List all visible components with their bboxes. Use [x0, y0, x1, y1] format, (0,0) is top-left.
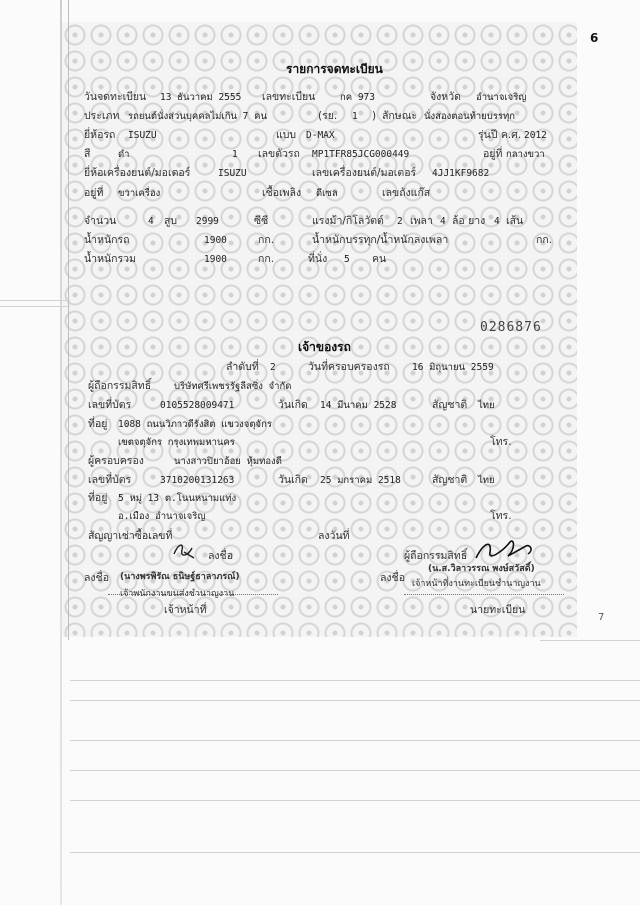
seat-unit: คน [372, 253, 387, 265]
total-weight-value: 1900 [204, 254, 227, 265]
cc-unit: ซีซี [254, 215, 269, 227]
vehicle-weight-label: น้ำหนักรถ [84, 234, 130, 246]
scan-line [70, 800, 640, 801]
color-value: ดำ [118, 149, 130, 160]
owner-address-line2: เขตจตุจักร กรุงเทพมหานคร [118, 437, 235, 448]
officer-signature [170, 540, 198, 562]
tire-unit: เส้น [506, 215, 524, 227]
seat-value: 5 [344, 254, 350, 265]
horsepower-label: แรงม้า/กิโลวัตต์ [312, 215, 384, 227]
officer-position-title: เจ้าพนักงานขนส่งชำนาญงาน [120, 589, 235, 599]
registrar-officer-title: เจ้าหน้าที่งานทะเบียนชำนาญงาน [412, 579, 541, 589]
serial-number: 0286876 [480, 320, 542, 335]
scan-line [70, 680, 640, 681]
load-weight-label: น้ำหนักบรรทุก/น้ำหนักลงเพลา [312, 234, 449, 246]
chassis-value: MP1TFR85JCG000449 [312, 149, 410, 160]
engine-position-value: ขวาเครื่อง [118, 188, 161, 199]
owner-signer-name: (น.ส.วิลาวรรณ พงษ์สวัสดิ์) [428, 564, 535, 574]
cylinder-value: 4 [148, 216, 154, 227]
engine-no-value: 4JJ1KF9682 [432, 168, 490, 179]
owner-id-value: 0105528009471 [160, 400, 235, 411]
wheel-value: 4 [440, 216, 446, 227]
kg-unit: กก. [258, 234, 275, 246]
rs-value: 1 [352, 111, 358, 122]
owner-tel-label: โทร. [490, 436, 512, 448]
sign-label-2: ลงชื่อ [84, 572, 109, 584]
corner-number: 7 [598, 612, 605, 623]
holder-value: นางสาวปิยาอ้อย หุ้มทองดี [174, 456, 282, 467]
province-value: อำนาจเจริญ [476, 92, 527, 103]
holder-id-label: เลขที่บัตร [88, 474, 132, 486]
vehicle-weight-value: 1900 [204, 235, 227, 246]
year-value: 2012 [524, 130, 547, 141]
scan-line [70, 770, 640, 771]
owner-nationality-label: สัญชาติ [432, 399, 468, 411]
engine-brand-label: ยี่ห้อเครื่องยนต์/มอเตอร์ [84, 167, 191, 179]
engine-no-label: เลขเครื่องยนต์/มอเตอร์ [312, 167, 417, 179]
owner-address-value: 1088 ถนนวิภาวดีรังสิต แขวงจตุจักร [118, 419, 272, 430]
color-label: สี [84, 148, 91, 160]
style-value: นั่งสองตอนท้ายบรรทุก [424, 111, 516, 122]
lease-contract-label: สัญญาเช่าซื้อเลขที่ [88, 530, 173, 542]
sign-label-1: ลงชื่อ [208, 550, 233, 562]
brand-value: ISUZU [128, 130, 157, 141]
axle-unit: เพลา [410, 215, 433, 227]
cylinder-label: จำนวน [84, 215, 117, 227]
chassis-position-label: อยู่ที่ [483, 148, 503, 160]
owner-address-label: ที่อยู่ [88, 418, 108, 430]
page-number: 6 [590, 31, 599, 45]
scan-line [0, 306, 70, 307]
sign-label-3: ลงชื่อ [380, 572, 405, 584]
holder-address-value: 5 หมู่ 13 ต.โนนหนามแท่ง [118, 493, 237, 504]
registrar-role-label: นายทะเบียน [470, 604, 526, 616]
scan-line [70, 852, 640, 853]
lease-date-label: ลงวันที่ [318, 530, 350, 542]
owner-value: บริษัทศรีเพชรรัฐลีสซิ่ง จำกัด [174, 381, 292, 392]
total-weight-label: น้ำหนักรวม [84, 253, 136, 265]
brand-label: ยี่ห้อรถ [84, 129, 116, 141]
holder-nationality-label: สัญชาติ [432, 474, 468, 486]
scan-line [70, 740, 640, 741]
kg-unit-2: กก. [536, 234, 553, 246]
owner-id-label: เลขที่บัตร [88, 399, 132, 411]
rs-label: (รย. [318, 110, 338, 122]
holder-tel-label: โทร. [490, 510, 512, 522]
reg-no-value: กค 973 [340, 92, 375, 103]
engine-position-label: อยู่ที่ [84, 187, 104, 199]
reg-date-label: วันจดทะเบียน [84, 91, 147, 103]
owner-birth-value: 14 มีนาคม 2528 [320, 400, 397, 411]
count-value: 1 [232, 149, 238, 160]
scan-line [70, 700, 640, 701]
officer-signer-name: (นางพรพิรัณ ธนิษฐ์ธาลาภรณ์) [120, 572, 240, 582]
holder-address-label: ที่อยู่ [88, 492, 108, 504]
owner-signature [470, 536, 540, 566]
chassis-position-value: กลางขวา [506, 149, 545, 160]
owner-nationality-value: ไทย [478, 400, 495, 411]
holder-nationality-value: ไทย [478, 475, 495, 486]
officer-role-label: เจ้าหน้าที่ [164, 604, 207, 616]
holder-birth-value: 25 มกราคม 2518 [320, 475, 401, 486]
model-value: D-MAX [306, 130, 335, 141]
scan-line [540, 640, 640, 641]
order-value: 2 [270, 362, 276, 373]
holder-label: ผู้ครอบครอง [88, 455, 144, 467]
wheel-unit: ล้อ ยาง [452, 215, 486, 227]
holder-id-value: 3710200131263 [160, 475, 235, 486]
registrar-signature-line [404, 594, 564, 595]
possess-date-label: วันที่ครอบครองรถ [308, 361, 390, 373]
type-value: รถยนต์นั่งส่วนบุคคลไม่เกิน 7 คน [128, 111, 267, 122]
reg-no-label: เลขทะเบียน [262, 91, 316, 103]
holder-birth-label: วันเกิด [278, 474, 308, 486]
gas-tank-label: เลขถังแก๊ส [382, 187, 431, 199]
cylinder-unit: สูบ [164, 215, 178, 227]
scan-line [0, 300, 70, 301]
seat-label: ที่นั่ง [308, 253, 328, 265]
type-label: ประเภท [84, 110, 120, 122]
owner-role-label: ผู้ถือกรรมสิทธิ์ [404, 550, 468, 562]
fuel-label: เชื้อเพลิง [262, 187, 302, 199]
owner-title: เจ้าของรถ [298, 340, 351, 354]
holder-address-line2: อ.เมือง อำนาจเจริญ [118, 511, 206, 522]
chassis-label: เลขตัวรถ [258, 148, 300, 160]
province-label: จังหวัด [430, 91, 461, 103]
year-label: รุ่นปี ค.ศ. [478, 129, 522, 141]
owner-label: ผู้ถือกรรมสิทธิ์ [88, 380, 152, 392]
owner-birth-label: วันเกิด [278, 399, 308, 411]
model-label: แบบ [276, 129, 297, 141]
rs-close: ) [372, 110, 377, 122]
possess-date-value: 16 มิถุนายน 2559 [412, 362, 494, 373]
tire-value: 4 [494, 216, 500, 227]
form-edge-line [68, 0, 69, 640]
style-label: ลักษณะ [382, 110, 418, 122]
axle-value: 2 [397, 216, 403, 227]
registration-title: รายการจดทะเบียน [286, 62, 383, 76]
fuel-value: ดีเซล [316, 188, 338, 199]
order-label: ลำดับที่ [226, 361, 259, 373]
kg-unit-3: กก. [258, 253, 275, 265]
cc-value: 2999 [196, 216, 219, 227]
reg-date-value: 13 ธันวาคม 2555 [160, 92, 242, 103]
engine-brand-value: ISUZU [218, 168, 247, 179]
